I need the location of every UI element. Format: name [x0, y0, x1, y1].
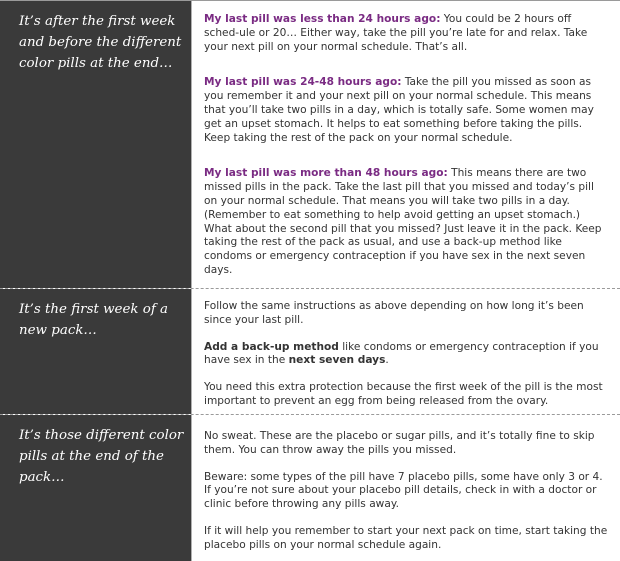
condition-cell: [0, 415, 191, 561]
backup-method-text: like condoms or emergency contraception if you have sex in the: [204, 340, 599, 367]
table-row-placebo-pills: [0, 415, 620, 561]
instruction-paragraph: [204, 76, 608, 145]
instruction-paragraph: [204, 13, 608, 54]
instruction-paragraph: Follow the same instructions as above depending on how long it’s been since your last pill.: [204, 300, 584, 326]
period-text: .: [385, 354, 389, 367]
condition-label: It’s those different color pills at the end of the pack…: [19, 428, 184, 485]
instruction-paragraph: [204, 167, 608, 277]
condition-label: It’s after the first week and before the different color pills at the end…: [19, 14, 182, 71]
24-48h-heading: My last pill was 24-48 hours ago:: [204, 76, 402, 89]
table-row-first-week-new-pack: [0, 289, 620, 415]
24-48h-text: Take the pill you missed as soon as you remember it and your next pill on your normal schedule. This means that you’ll take two pills in a day, which is totally safe. Some women may get an upset stomach. It helps to eat something before taking the pills. Keep taking the rest of the pack on your normal schedule.: [204, 76, 594, 144]
less-than-24h-heading: My last pill was less than 24 hours ago:: [204, 13, 441, 25]
more-than-48h-text: This means there are two missed pills in the pack. Take the last pill that you missed and today’s pill on your normal schedule. That means you will take two pills in a day. (Remember to eat something to help avoid getting an upset stomach.) What about the second pill that you missed? Just leave it in the pack. Keep taking the rest of the pack as usual, and use a back-up method like condoms or emergency contraception if you have sex in the next seven days.: [204, 167, 602, 276]
seven-days-emphasis: next seven days: [288, 354, 386, 367]
condition-label: It’s the first week of a new pack…: [19, 302, 169, 338]
condition-cell: [0, 1, 191, 288]
instructions-cell: [204, 13, 608, 278]
table-row-after-first-week: [0, 1, 620, 289]
instruction-paragraph: [204, 341, 608, 369]
instruction-paragraph: No sweat. These are the placebo or sugar pills, and it’s totally fine to skip them. You can throw away the pills you missed.: [204, 430, 595, 456]
backup-method-emphasis: Add a back-up method: [204, 340, 339, 353]
condition-cell: [0, 289, 191, 414]
column-divider: [191, 289, 192, 414]
instruction-paragraph: Beware: some types of the pill have 7 placebo pills, some have only 3 or 4. If you’re not sure about your placebo pill details, check in with a doctor or clinic before throwing any pills away.: [204, 470, 603, 511]
column-divider: [191, 415, 192, 561]
instruction-paragraph: If it will help you remember to start your next pack on time, start taking the placebo pills on your normal schedule again.: [204, 524, 608, 551]
instructions-cell: [204, 300, 608, 409]
more-than-48h-heading: My last pill was more than 48 hours ago:: [204, 167, 448, 180]
column-divider: [191, 1, 192, 288]
less-than-24h-text: You could be 2 hours off sched-ule or 20… Either way, take the pill you’re late for and relax. Take your next pill on your normal schedule. That’s all.: [204, 13, 588, 53]
instructions-cell: [204, 430, 608, 553]
instruction-paragraph: You need this extra protection because the first week of the pill is the most important to prevent an egg from being released from the ovary.: [204, 381, 603, 407]
